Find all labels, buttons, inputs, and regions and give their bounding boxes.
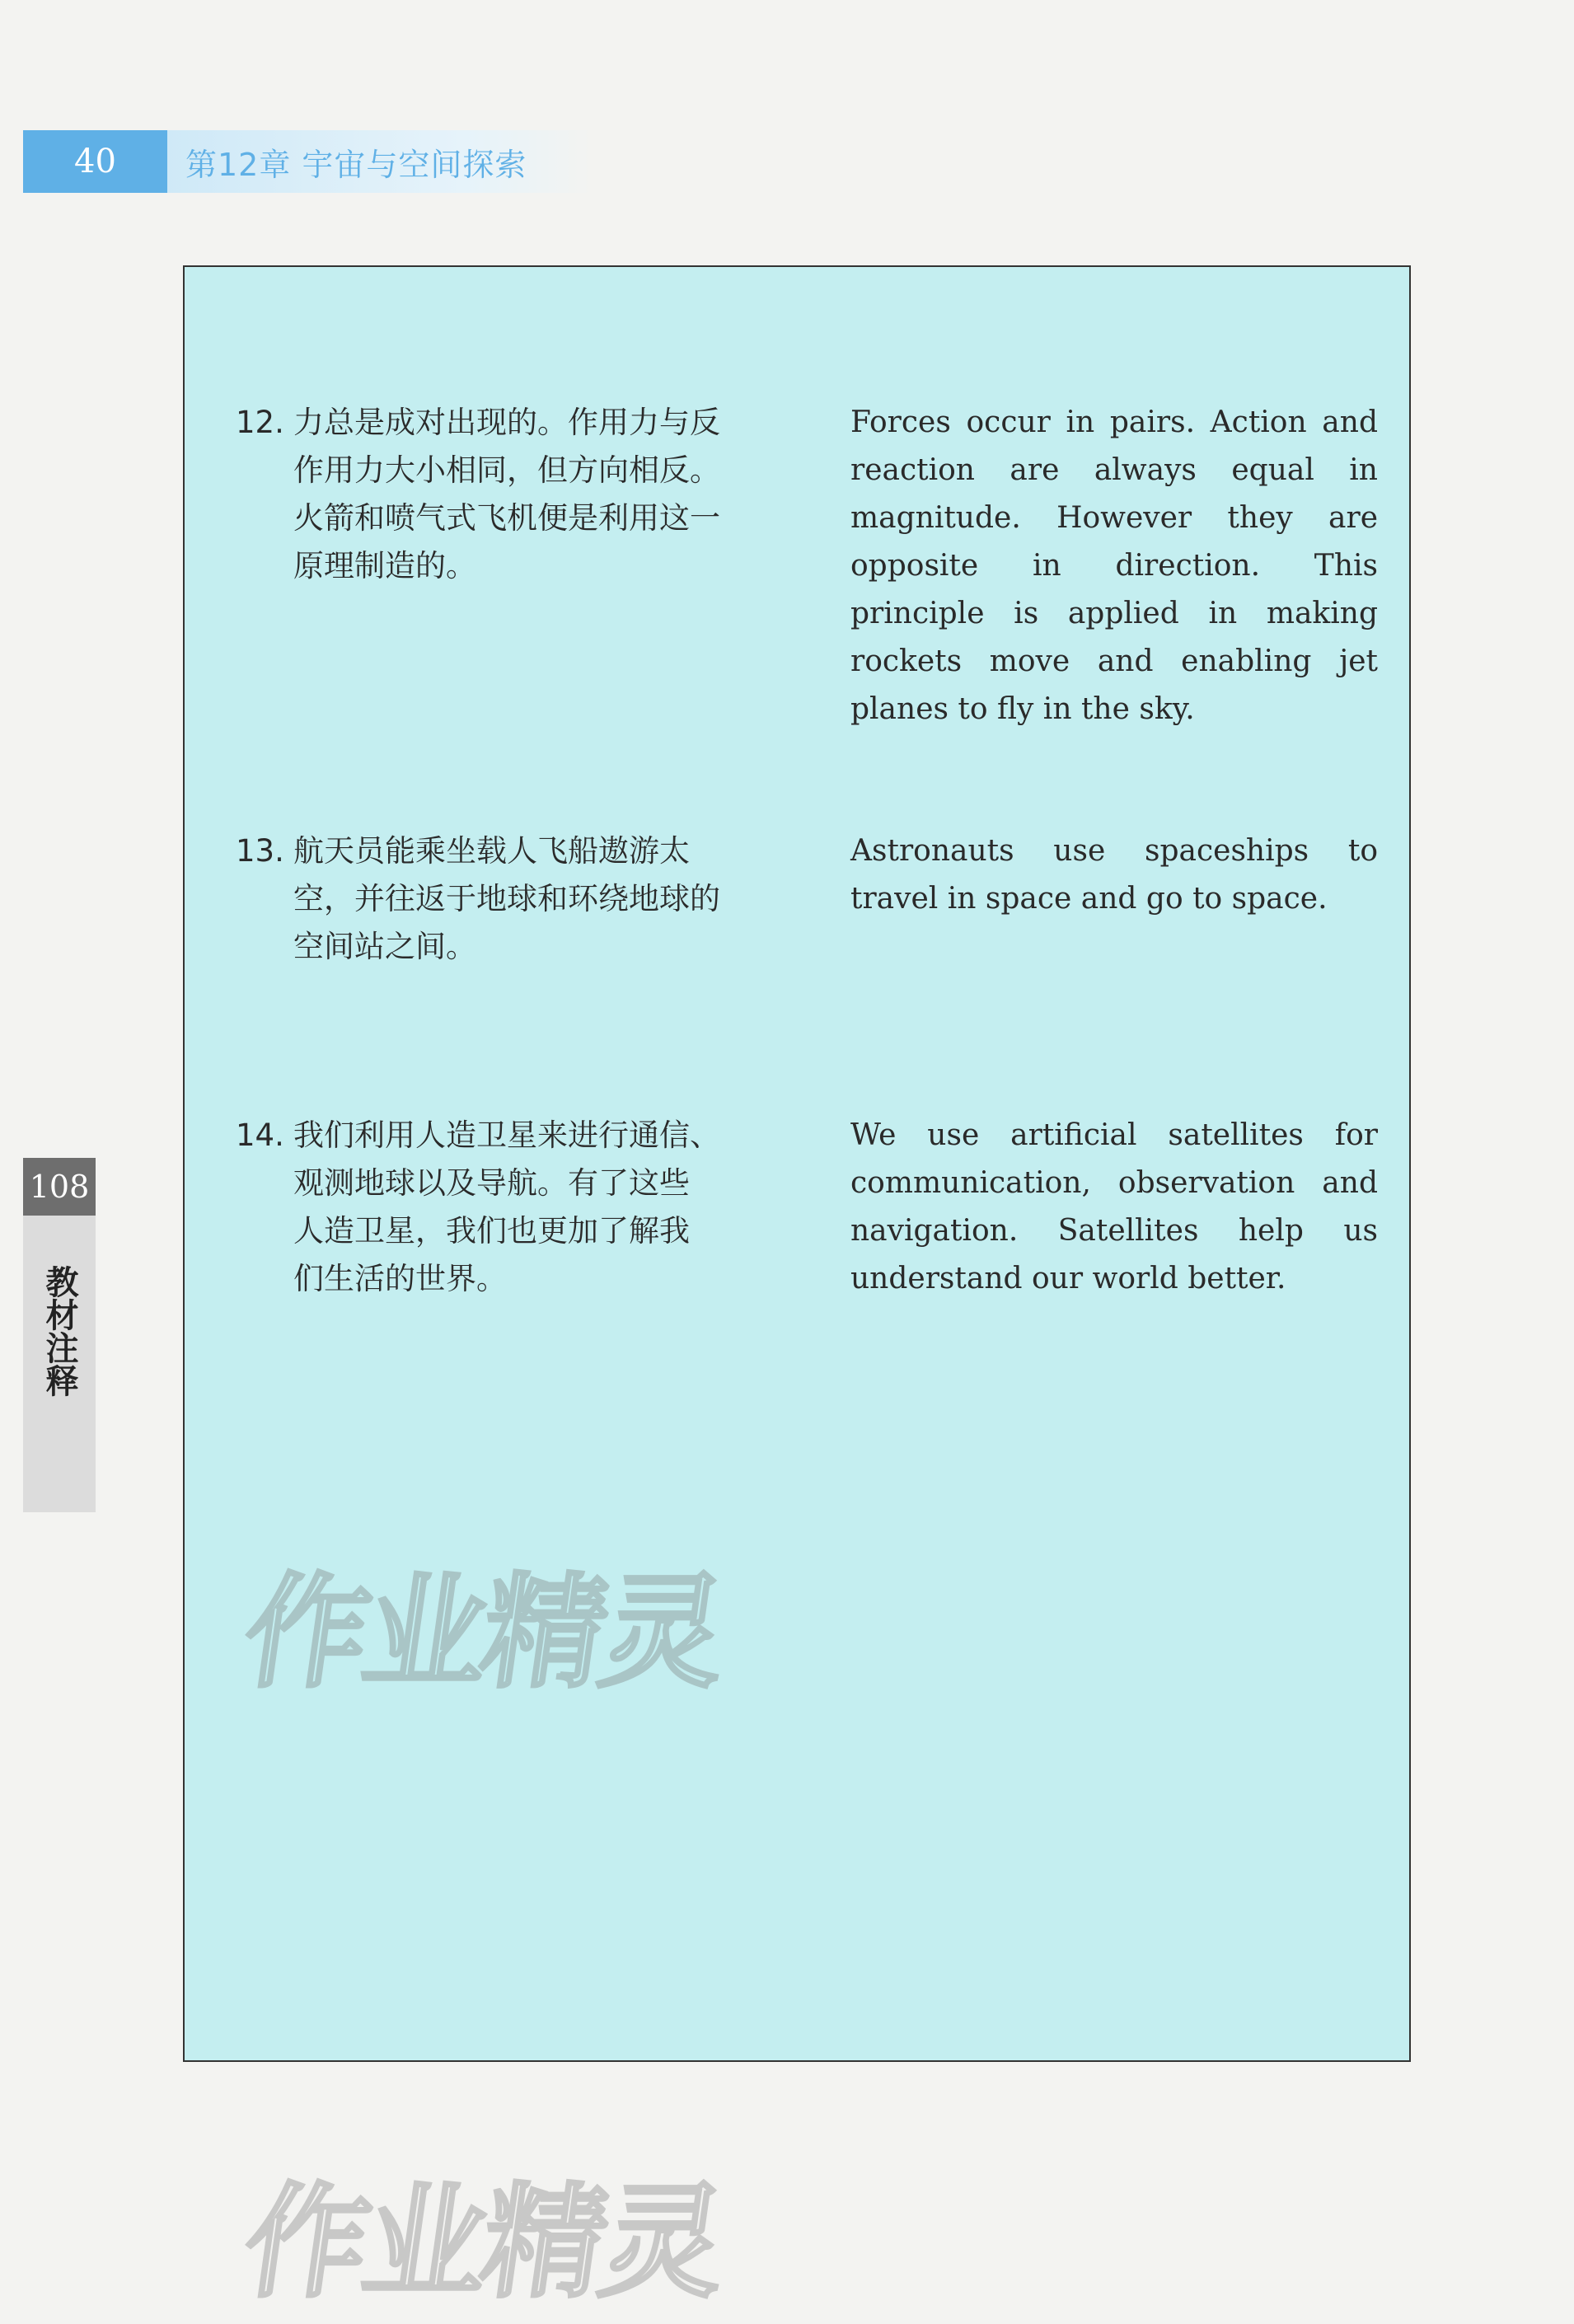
note-zh-line: 原理制造的。 bbox=[293, 548, 476, 583]
page-header bbox=[23, 130, 592, 193]
side-page-number: 108 bbox=[23, 1158, 96, 1216]
note-zh-line: 空间站之间。 bbox=[293, 929, 476, 964]
side-tab-label: 教材注释 bbox=[40, 1265, 78, 1397]
note-zh-line: 火箭和喷气式飞机便是利用这一 bbox=[293, 500, 720, 536]
note-chinese bbox=[236, 827, 747, 971]
chapter-title: 第12章 宇宙与空间探索 bbox=[167, 130, 592, 193]
note-chinese bbox=[236, 399, 747, 590]
note-english: Astronauts use spaceships to travel in space and go to space. bbox=[850, 834, 1378, 916]
watermark: 作业精灵 bbox=[235, 1562, 731, 1705]
note-zh-line: 们生活的世界。 bbox=[293, 1261, 507, 1296]
note-zh-line: 空，并往返于地球和环绕地球的 bbox=[293, 881, 720, 916]
note-zh-line: 航天员能乘坐载人飞船遨游太 bbox=[293, 833, 690, 869]
side-tab bbox=[23, 1158, 96, 1512]
note-zh-line: 人造卫星，我们也更加了解我 bbox=[293, 1213, 690, 1249]
note-english: We use artificial satellites for communication, observation and navigation. Satellites help us understand our world better. bbox=[850, 1118, 1378, 1296]
note-number: 14. bbox=[236, 1117, 284, 1153]
notes-panel bbox=[183, 265, 1411, 2062]
note-english: Forces occur in pairs. Action and reaction are always equal in magnitude. However they are opposite in direction. This principle is applied in making rockets move and enabling jet planes to fly in the sky. bbox=[850, 405, 1378, 726]
note-zh-line: 力总是成对出现的。作用力与反 bbox=[293, 405, 720, 440]
note-chinese bbox=[236, 1112, 747, 1303]
watermark: 作业精灵 bbox=[235, 2172, 731, 2315]
note-number: 12. bbox=[236, 405, 284, 440]
note-zh-line: 我们利用人造卫星来进行通信、 bbox=[293, 1117, 720, 1153]
page-number: 40 bbox=[23, 130, 167, 193]
note-number: 13. bbox=[236, 833, 284, 869]
note-zh-line: 作用力大小相同，但方向相反。 bbox=[293, 452, 720, 488]
note-zh-line: 观测地球以及导航。有了这些 bbox=[293, 1165, 690, 1201]
